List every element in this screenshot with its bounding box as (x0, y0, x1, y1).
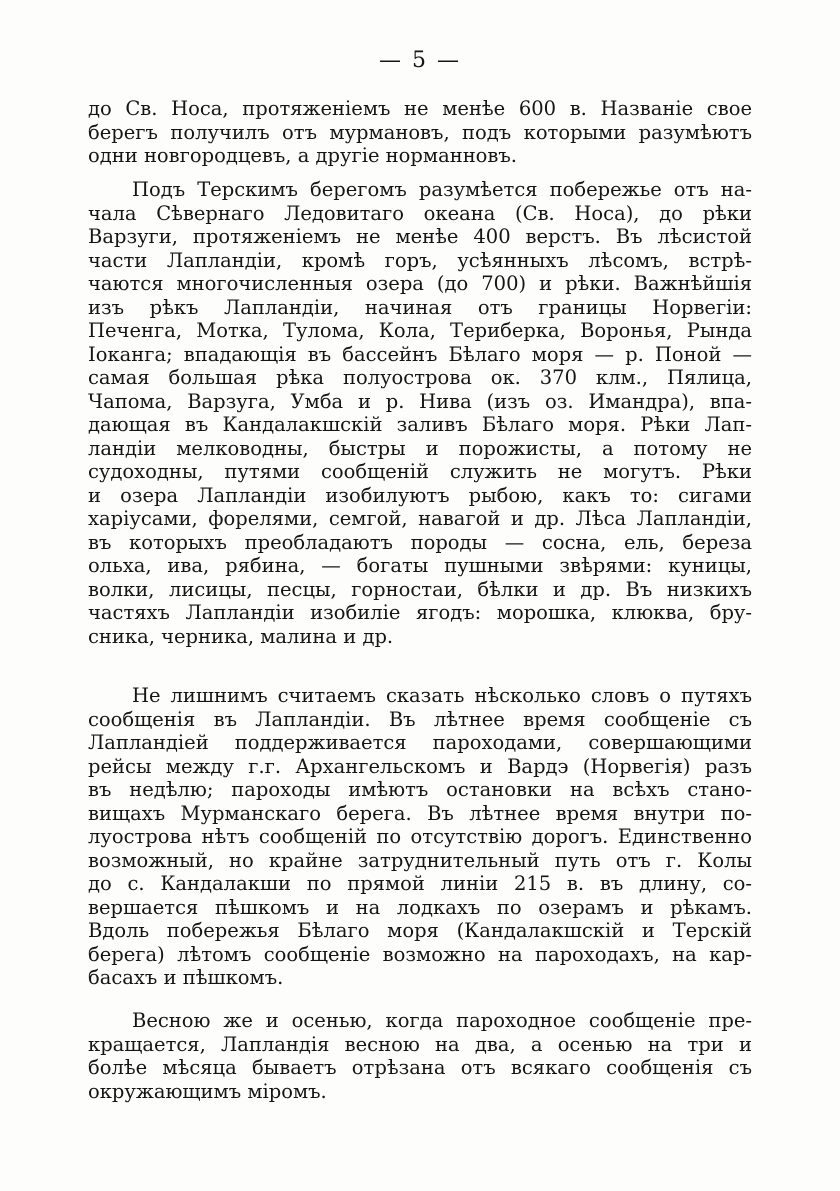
text-line: болѣе мѣсяца бываетъ отрѣзана отъ всякаго сообщенія съ (88, 1056, 752, 1079)
text-line: дающая въ Кандалакшскій заливъ Бѣлаго моря. Рѣки Лап- (88, 413, 752, 436)
text-line: самая большая рѣка полуострова ок. 370 клм., Пялица, (88, 366, 752, 389)
paragraph-1 (88, 97, 752, 168)
text-line: возможный, но крайне затруднительный путь отъ г. Колы (88, 848, 752, 872)
text-line: частяхъ Лапландіи изобиліе ягодъ: морошка, клюква, бру- (88, 601, 752, 624)
text-line: Варзуги, протяженіемъ не менѣе 400 верстъ. Въ лѣсистой (88, 225, 752, 248)
paragraph-3 (88, 684, 752, 990)
text-line: сника, черника, малина и др. (88, 624, 394, 648)
text-line: части Лапландіи, кромѣ горъ, усѣянныхъ лѣсомъ, встрѣ- (88, 248, 752, 272)
text-line: вищахъ Мурманскаго берега. Въ лѣтнее время внутри по- (88, 801, 752, 825)
text-line: въ недѣлю; пароходы имѣютъ остановки на всѣхъ стано- (88, 778, 752, 801)
text-line: Подъ Терскимъ берегомъ разумѣется побережье отъ на- (132, 178, 752, 201)
text-line: Не лишнимъ считаемъ сказать нѣсколько словъ о путяхъ (132, 684, 752, 707)
text-line: берегъ получилъ отъ мурмановъ, подъ которыми разумѣютъ (88, 120, 752, 144)
paragraph-2 (88, 178, 752, 648)
text-line: судоходны, путями сообщеній служить не могутъ. Рѣки (88, 460, 752, 483)
text-line: ольха, ива, рябина, — богаты пушными звѣрями: куницы, (88, 554, 752, 577)
text-line: одни новгородцевъ, а другіе норманновъ. (88, 144, 518, 167)
text-line: луострова нѣтъ сообщеній по отсутствію дорогъ. Единственно (88, 825, 752, 848)
text-line: окружающимъ міромъ. (88, 1079, 327, 1103)
page-number: — 5 — (379, 48, 461, 73)
text-line: до Св. Носа, протяженіемъ не менѣе 600 в. Названіе свое (88, 97, 752, 120)
text-line: ландіи мелководны, быстры и порожисты, а потому не (88, 436, 752, 460)
text-line: рейсы между г.г. Архангельскомъ и Вардэ (Норвегія) разъ (88, 754, 752, 778)
paragraph-4 (88, 1009, 752, 1103)
text-line: и озера Лапландіи изобилуютъ рыбою, какъ то: сигами (88, 483, 752, 507)
text-line: басахъ и пѣшкомъ. (88, 966, 284, 989)
text-line: харіусами, форелями, семгой, навагой и др. Лѣса Лапландіи, (88, 507, 752, 530)
text-line: берега) лѣтомъ сообщеніе возможно на пароходахъ, на кар- (88, 942, 752, 966)
text-line: вершается пѣшкомъ и на лодкахъ по озерамъ и рѣкамъ. (88, 895, 752, 919)
text-line: Іоканга; впадающія въ бассейнъ Бѣлаго моря — р. Поной — (88, 342, 752, 366)
text-line: волки, лисицы, песцы, горностаи, бѣлки и др. Въ низкихъ (88, 577, 752, 601)
text-line: до с. Кандалакши по прямой линіи 215 в. въ длину, со- (88, 872, 752, 895)
text-line: кращается, Лапландія весною на два, а осенью на три и (88, 1032, 752, 1056)
text-line: Лапландіей поддерживается пароходами, совершающими (88, 731, 752, 754)
text-line: Чапома, Варзуга, Умба и р. Нива (изъ оз. Имандра), впа- (88, 389, 752, 413)
text-line: изъ рѣкъ Лапландіи, начиная отъ границы Норвегіи: (88, 295, 752, 319)
text-line: Печенга, Мотка, Тулома, Кола, Териберка, Воронья, Рында (88, 319, 752, 342)
text-line: въ которыхъ преобладаютъ породы — сосна, ель, береза (88, 530, 752, 554)
text-line: чала Сѣвернаго Ледовитаго океана (Св. Носа), до рѣки (88, 201, 752, 225)
text-line: сообщенія въ Лапландіи. Въ лѣтнее время сообщеніе съ (88, 707, 752, 731)
text-line: Весною же и осенью, когда пароходное сообщеніе пре- (132, 1009, 752, 1032)
text-line: чаются многочисленныя озера (до 700) и рѣки. Важнѣйшія (88, 272, 752, 295)
text-line: Вдоль побережья Бѣлаго моря (Кандалакшскій и Терскій (88, 919, 752, 942)
